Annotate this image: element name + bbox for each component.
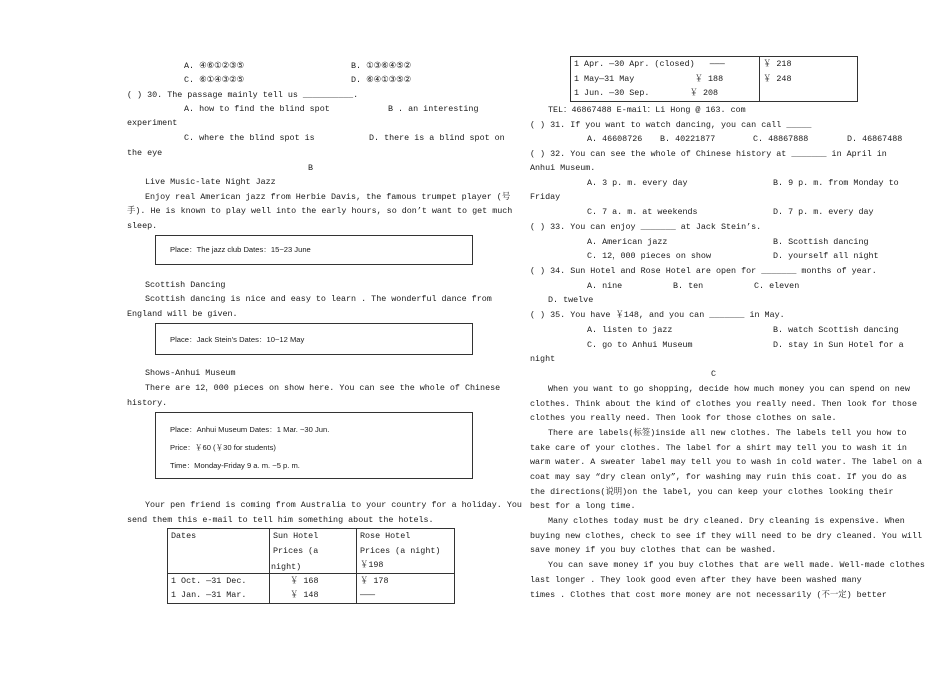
passage-c-line: clothes. Think about the kind of clothes you really need. Then look for those	[530, 399, 917, 409]
q30-option-b: B . an interesting	[388, 104, 479, 114]
scottish-text-line: Scottish dancing is nice and easy to learn . The wonderful dance from	[145, 294, 492, 304]
q32-stem: ( ) 32. You can see the whole of Chinese history at _______ in April in	[530, 149, 887, 159]
passage-c-line: take care of your clothes. The label for a shirt may tell you to wash it in	[530, 443, 907, 453]
museum-title: Shows-Anhui Museum	[145, 368, 236, 378]
table-cell: Rose Hotel Prices (a night) ￥198	[357, 529, 455, 574]
q32-option-b: B. 9 p. m. from Monday to	[773, 178, 899, 188]
jazz-text-line: sleep.	[127, 221, 158, 231]
hotel-price-table-continued	[570, 56, 858, 102]
q35-stem: ( ) 35. You have ￥148, and you can _______ in May.	[530, 310, 785, 320]
scottish-info-box	[155, 323, 473, 355]
q31-option-c: C. 48867888	[753, 134, 809, 144]
museum-box-time: Time：Monday-Friday 9 a. m. ~5 p. m.	[170, 461, 300, 470]
q34-stem: ( ) 34. Sun Hotel and Rose Hotel are open for _______ months of year.	[530, 266, 877, 276]
table-cell: Dates	[168, 529, 270, 574]
q35-option-d: D. stay in Sun Hotel for a	[773, 340, 904, 350]
q33-stem: ( ) 33. You can enjoy _______ at Jack Stein’s.	[530, 222, 762, 232]
q30-option-d-cont: the eye	[127, 148, 163, 158]
q33-option-d: D. yourself all night	[773, 251, 879, 261]
passage-c-line: times . Clothes that cost more money are not necessarily (不一定) better	[530, 590, 887, 600]
q30-option-a: A. how to find the blind spot	[184, 104, 330, 114]
q33-option-b: B. Scottish dancing	[773, 237, 869, 247]
passage-c-line: Many clothes today must be dry cleaned. Dry cleaning is expensive. When	[548, 516, 905, 526]
q30-option-d: D. there is a blind spot on	[369, 133, 505, 143]
q32-option-b-cont: Friday	[530, 192, 561, 202]
q30-option-b-cont: experiment	[127, 118, 178, 128]
table-cell: 1 Apr. —30 Apr. (closed) ——— 1 May—31 May ￥ 188 1 Jun. —30 Sep. ￥ 208	[571, 57, 760, 102]
q32-option-c: C. 7 a. m. at weekends	[587, 207, 698, 217]
jazz-text-line: Enjoy real American jazz from Herbie Davis, the famous trumpet player (号	[145, 192, 511, 202]
q32-option-d: D. 7 p. m. every day	[773, 207, 874, 217]
jazz-text-line: 手). He is known to play well into the early hours, so don’t want to get much	[127, 206, 513, 216]
museum-text-line: history.	[127, 398, 168, 408]
passage-c-line: last longer . They look good even after they have been washed many	[530, 575, 862, 585]
passage-c-line: You can save money if you buy clothes that are well made. Well-made clothes	[548, 560, 925, 570]
q32-option-a: A. 3 p. m. every day	[587, 178, 688, 188]
q29-option-c: C. ⑥①④③②⑤	[184, 75, 245, 85]
table-row	[168, 573, 455, 603]
jazz-box-text: Place：The jazz club Dates：15~23 June	[170, 245, 311, 254]
passage-c-line: warm water. A sweater label may tell you to wash in cold water. The label on a	[530, 457, 923, 467]
jazz-info-box	[155, 235, 473, 265]
museum-box-place: Place：Anhui Museum Dates：1 Mar. ~30 Jun.	[170, 425, 330, 434]
table-cell: ￥ 218 ￥ 248	[760, 57, 858, 102]
q35-option-b: B. watch Scottish dancing	[773, 325, 899, 335]
table-cell: night) 1 Oct. —31 Dec. 1 Jan. —31 Mar.	[168, 573, 270, 603]
q34-option-a: A. nine	[587, 281, 623, 291]
q30-stem: ( ) 30. The passage mainly tell us __________.	[127, 90, 359, 100]
q33-option-c: C. 12，000 pieces on show	[587, 251, 711, 261]
q35-option-c: C. go to Anhui Museum	[587, 340, 693, 350]
passage-c-line: clothes you really need. Then look for those clothes on sale.	[530, 413, 837, 423]
passage-c-line: coat may say “dry clean only”, for washing may ruin this coat. If you do as	[530, 472, 907, 482]
section-b-heading: B	[308, 163, 314, 173]
scottish-title: Scottish Dancing	[145, 280, 226, 290]
passage-c-line: save money if you buy clothes that can be washed.	[530, 545, 777, 555]
q32-stem-cont: Anhui Museum.	[530, 163, 596, 173]
q35-option-a: A. listen to jazz	[587, 325, 673, 335]
table-row	[571, 57, 858, 102]
passage-c-line: There are labels(标签)inside all new clothes. The labels tell you how to	[548, 428, 907, 438]
q31-option-a: A. 46608726	[587, 134, 643, 144]
contact-info: TEL：46867488 E-mail：Li Hong @ 163. com	[548, 105, 746, 115]
scottish-text-line: England will be given.	[127, 309, 238, 319]
passage-c-line: buying new clothes, check to see if they will need to be dry cleaned. You will	[530, 531, 923, 541]
q33-option-a: A. American jazz	[587, 237, 668, 247]
q31-option-d: D. 46867488	[847, 134, 903, 144]
q34-option-d: D. twelve	[548, 295, 594, 305]
q29-option-d: D. ⑥④①③⑤②	[351, 75, 412, 85]
museum-info-box	[155, 412, 473, 479]
q29-option-b: B. ①③⑥④⑤②	[351, 61, 412, 71]
q34-option-c: C. eleven	[754, 281, 800, 291]
q35-option-d-cont: night	[530, 354, 556, 364]
q34-option-b: B. ten	[673, 281, 704, 291]
museum-box-price: Price：￥60 (￥30 for students)	[170, 443, 276, 452]
q30-option-c: C. where the blind spot is	[184, 133, 315, 143]
table-row	[168, 529, 455, 574]
table-cell: ￥ 178 ———	[357, 573, 455, 603]
q31-option-b: B. 40221877	[660, 134, 716, 144]
passage-c-line: When you want to go shopping, decide how much money you can spend on new	[548, 384, 910, 394]
hotel-price-table	[167, 528, 455, 604]
passage-c-line: best for a long time.	[530, 501, 636, 511]
jazz-title: Live Music-late Night Jazz	[145, 177, 276, 187]
scottish-box-text: Place：Jack Stein’s Dates：10~12 May	[170, 335, 305, 344]
q31-stem: ( ) 31. If you want to watch dancing, you can call _____	[530, 120, 812, 130]
friend-text-line: send them this e-mail to tell him something about the hotels.	[127, 515, 434, 525]
q29-option-a: A. ④⑥①②③⑤	[184, 61, 245, 71]
passage-c-line: the directions(说明)on the label, you can keep your clothes looking their	[530, 487, 894, 497]
section-c-heading: C	[711, 369, 717, 379]
friend-text-line: Your pen friend is coming from Australia to your country for a holiday. You	[145, 500, 522, 510]
table-cell: Sun Hotel Prices (a	[270, 529, 357, 574]
museum-text-line: There are 12，000 pieces on show here. You can see the whole of Chinese	[145, 383, 501, 393]
table-cell: ￥ 168 ￥ 148	[270, 573, 357, 603]
